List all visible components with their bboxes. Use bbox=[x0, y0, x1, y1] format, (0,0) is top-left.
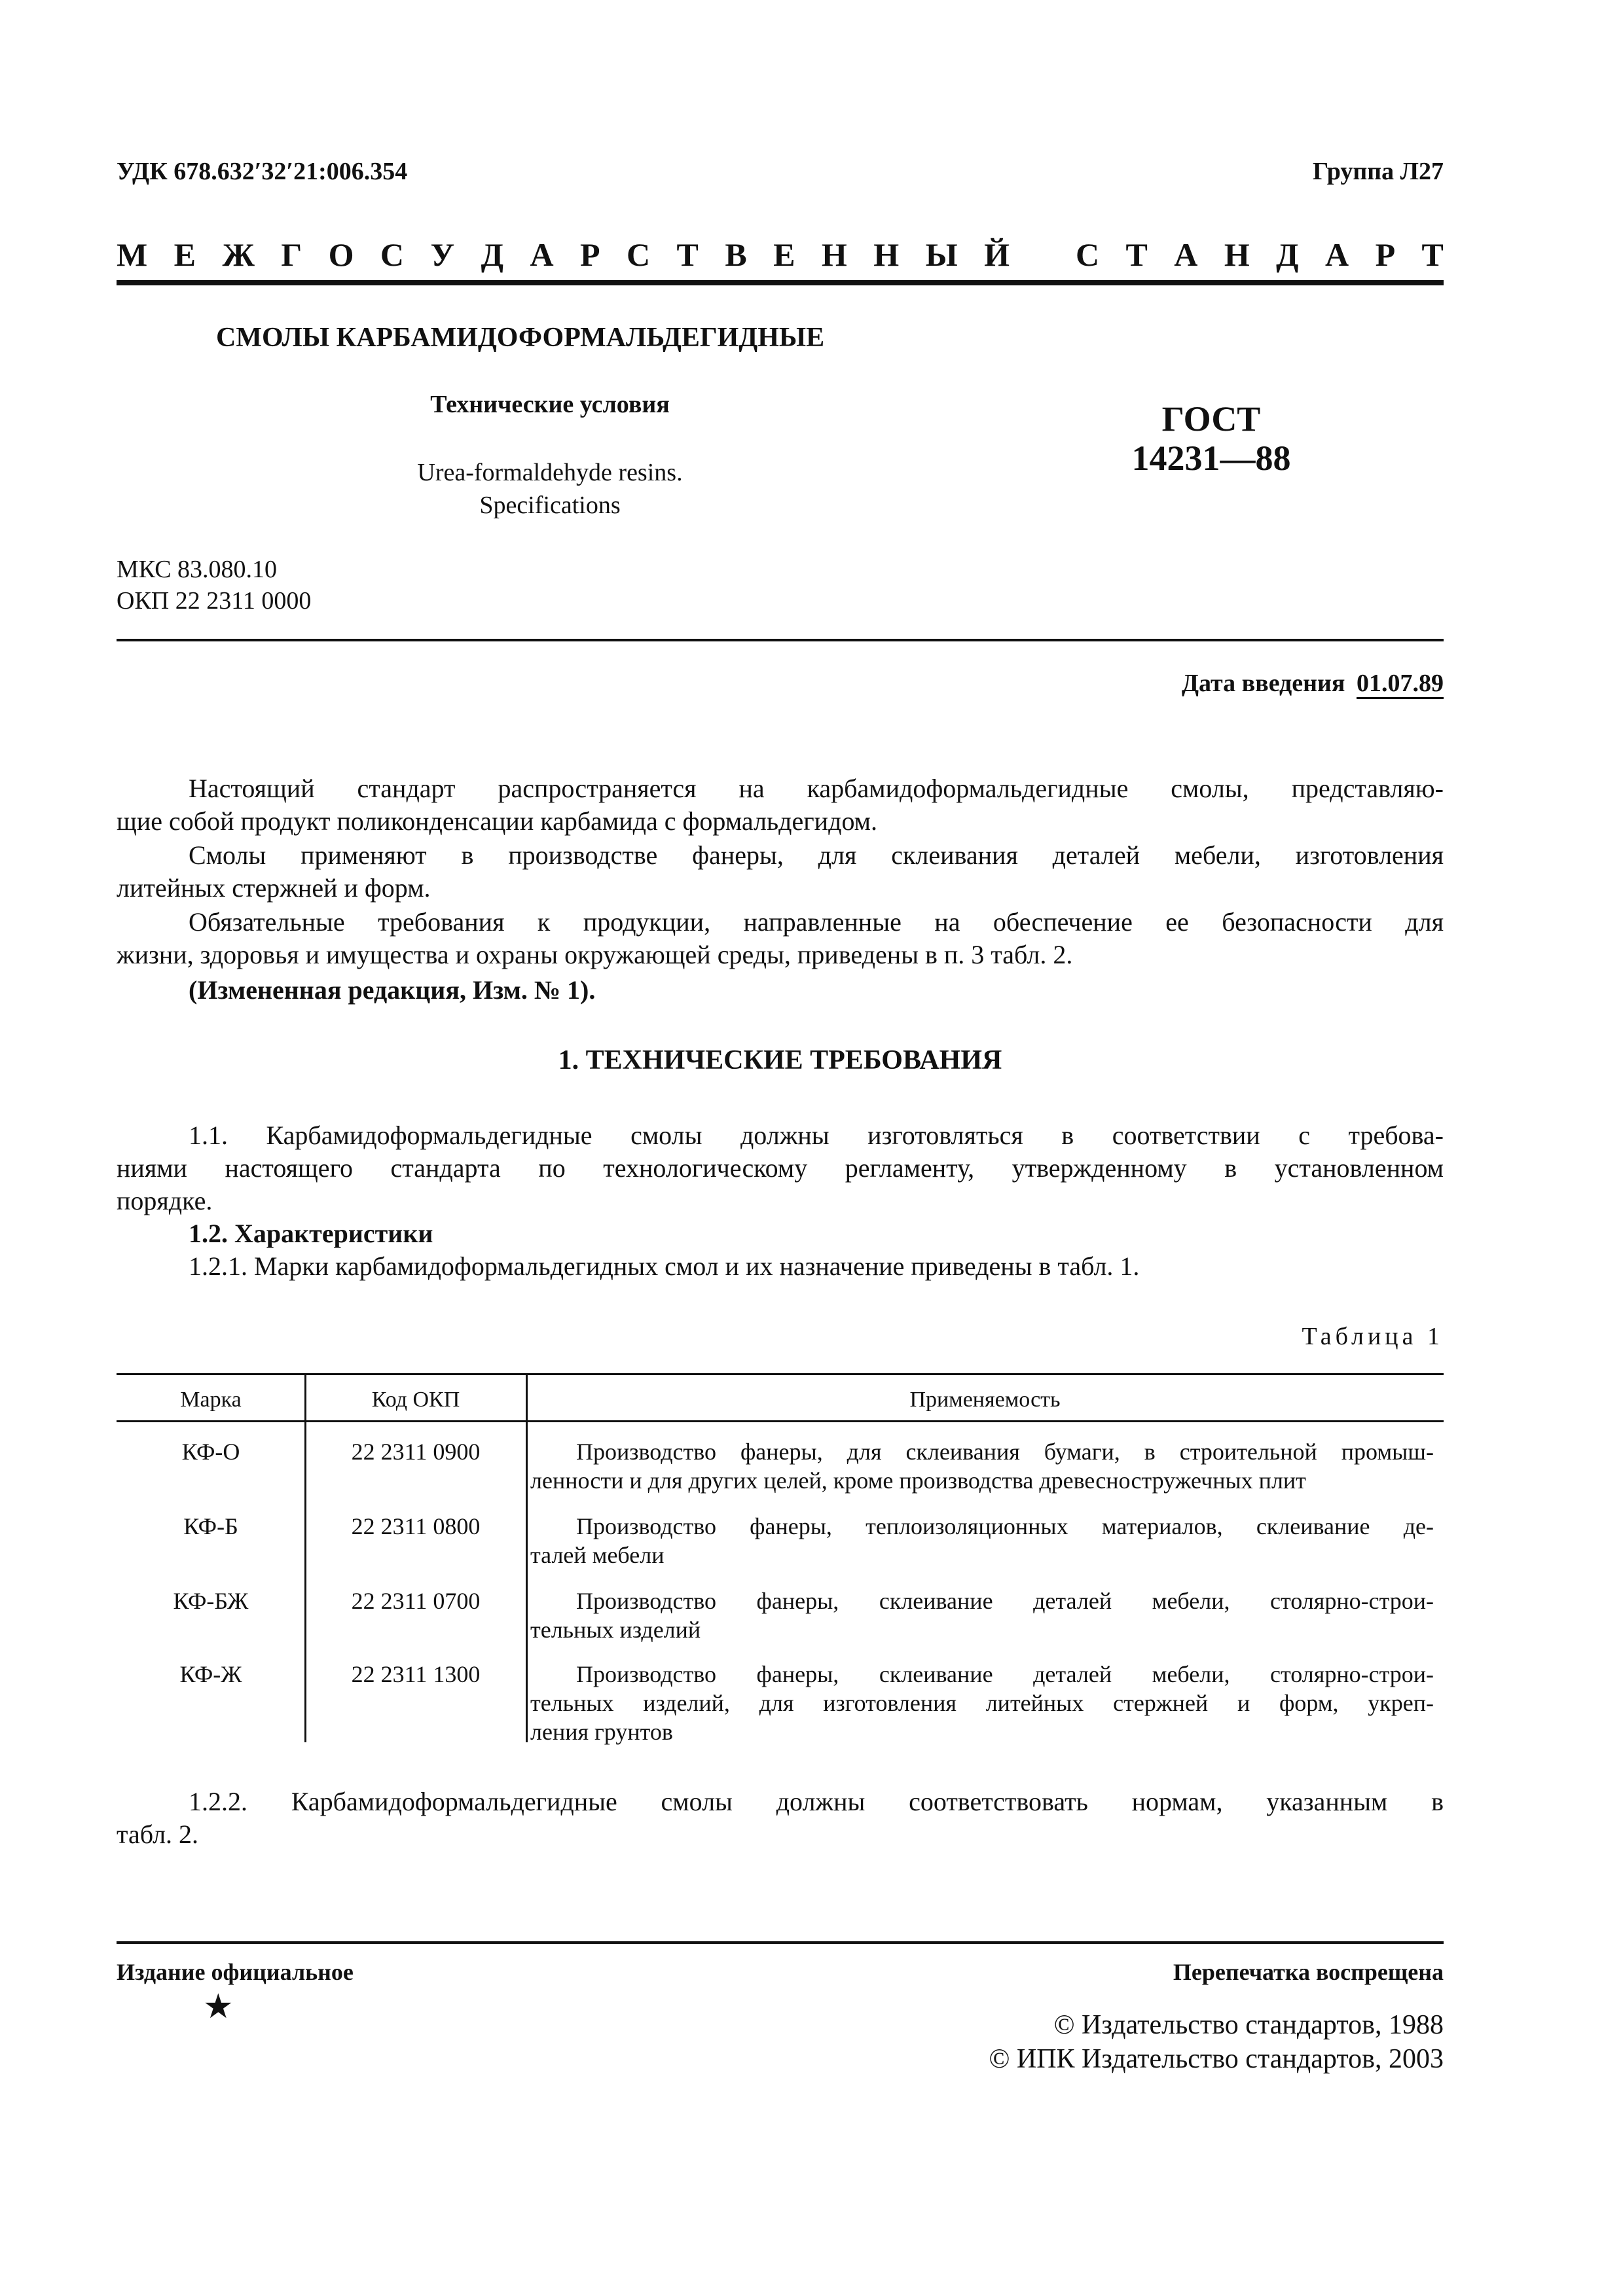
star-icon: ★ bbox=[203, 1988, 234, 2026]
banner-letter: Н bbox=[1224, 236, 1250, 273]
banner-letter: Н bbox=[821, 236, 847, 273]
intro-date-value: 01.07.89 bbox=[1357, 670, 1444, 699]
revision-note: (Измененная редакция, Изм. № 1). bbox=[189, 975, 596, 1005]
banner-letter: Н bbox=[873, 236, 900, 273]
copyright-1988: © Издательство стандартов, 1988 bbox=[1053, 2010, 1444, 2040]
table-row-applicability: Производство фанеры, для склеивания бумаги, в строительной промыш- bbox=[576, 1439, 1434, 1465]
table-row-code: 22 2311 0900 bbox=[351, 1439, 481, 1465]
banner-letter: Ж bbox=[222, 236, 255, 273]
column-header-code: Код ОКП bbox=[371, 1388, 460, 1412]
standard-subtitle: Технические условия bbox=[430, 391, 670, 418]
table-header-rule bbox=[117, 1420, 1444, 1422]
table-row-applicability: талей мебели bbox=[530, 1542, 665, 1568]
group-code: Группа Л27 bbox=[1312, 158, 1444, 185]
table-row-applicability: Производство фанеры, теплоизоляционных материалов, склеивание де- bbox=[576, 1513, 1434, 1539]
banner-letter: Т bbox=[676, 236, 699, 273]
okp-code: ОКП 22 2311 0000 bbox=[117, 587, 312, 615]
english-title-line1: Urea-formaldehyde resins. bbox=[417, 459, 683, 486]
banner-letter: С bbox=[626, 236, 651, 273]
table-row-applicability: ления грунтов bbox=[530, 1719, 673, 1745]
reprint-notice: Перепечатка воспрещена bbox=[1173, 1959, 1444, 1985]
table-row-code: 22 2311 0800 bbox=[351, 1513, 481, 1539]
copyright-2003: © ИПК Издательство стандартов, 2003 bbox=[989, 2044, 1444, 2074]
banner-letter: Д bbox=[1276, 236, 1299, 273]
table-top-rule bbox=[117, 1373, 1444, 1375]
banner-letter: С bbox=[380, 236, 405, 273]
table-row-applicability: Производство фанеры, склеивание деталей мебели, столярно-строи- bbox=[576, 1588, 1434, 1614]
udk-code: УДК 678.632′32′21:006.354 bbox=[117, 158, 408, 185]
banner-letter: М bbox=[117, 236, 148, 273]
section-heading: 1. ТЕХНИЧЕСКИЕ ТРЕБОВАНИЯ bbox=[558, 1045, 1002, 1075]
banner-letter: В bbox=[725, 236, 747, 273]
clause-1-1-line1: 1.1. Карбамидоформальдегидные смолы должны изготовляться в соответствии с требова- bbox=[189, 1121, 1444, 1150]
banner-letter: Е bbox=[173, 236, 196, 273]
clause-1-2: 1.2. Характеристики bbox=[189, 1219, 433, 1248]
banner-letter: А bbox=[1325, 236, 1349, 273]
standard-title: СМОЛЫ КАРБАМИДОФОРМАЛЬДЕГИДНЫЕ bbox=[216, 323, 825, 353]
column-header-applicability: Применяемость bbox=[909, 1388, 1061, 1412]
preamble-p3-line2: жизни, здоровья и имущества и охраны окружающей среды, приведены в п. 3 табл. 2. bbox=[117, 940, 1073, 969]
clause-1-2-2-line1: 1.2.2. Карбамидоформальдегидные смолы должны соответствовать нормам, указанным в bbox=[189, 1787, 1444, 1816]
column-header-mark: Марка bbox=[180, 1388, 242, 1412]
clause-1-1-line2: ниями настоящего стандарта по технологическому регламенту, утвержденному в установленном bbox=[117, 1153, 1444, 1183]
banner-rule bbox=[117, 280, 1444, 285]
table-row-applicability: тельных изделий bbox=[530, 1617, 701, 1643]
banner-letter: О bbox=[328, 236, 354, 273]
preamble-p2-line1: Смолы применяют в производстве фанеры, для склеивания деталей мебели, изготовления bbox=[189, 840, 1444, 870]
banner-letter: Г bbox=[281, 236, 302, 273]
table-row-code: 22 2311 1300 bbox=[351, 1661, 481, 1687]
banner-letter: Р bbox=[1375, 236, 1396, 273]
mks-code: МКС 83.080.10 bbox=[117, 556, 278, 583]
table-row-mark: КФ-О bbox=[181, 1439, 240, 1465]
banner-letter: А bbox=[1174, 236, 1198, 273]
banner-gap bbox=[1036, 236, 1049, 274]
table-row-code: 22 2311 0700 bbox=[351, 1588, 481, 1614]
banner-letter: Е bbox=[773, 236, 795, 273]
table-row-mark: КФ-Б bbox=[183, 1513, 238, 1539]
table-row-mark: КФ-Ж bbox=[179, 1661, 242, 1687]
intro-date bbox=[1182, 669, 1444, 698]
table-row-applicability: ленности и для других целей, кроме производства древесностружечных плит bbox=[530, 1467, 1306, 1494]
english-title-line2: Specifications bbox=[479, 492, 621, 519]
standard-banner bbox=[117, 236, 1444, 275]
clause-1-2-1: 1.2.1. Марки карбамидоформальдегидных смол и их назначение приведены в табл. 1. bbox=[189, 1251, 1140, 1281]
clause-1-1-line3: порядке. bbox=[117, 1186, 213, 1215]
preamble-p2-line2: литейных стержней и форм. bbox=[117, 873, 431, 903]
table-row-mark: КФ-БЖ bbox=[173, 1588, 249, 1614]
clause-1-2-2-line2: табл. 2. bbox=[117, 1820, 199, 1849]
banner-letter: Й bbox=[984, 236, 1010, 273]
title-rule bbox=[117, 639, 1444, 641]
preamble-p3-line1: Обязательные требования к продукции, направленные на обеспечение ее безопасности для bbox=[189, 907, 1444, 937]
banner-letter: Т bbox=[1421, 236, 1444, 273]
banner-letter: Ы bbox=[925, 236, 958, 273]
footer-rule bbox=[117, 1941, 1444, 1944]
banner-letter: Т bbox=[1125, 236, 1148, 273]
gost-number: 14231—88 bbox=[1131, 439, 1291, 478]
intro-date-label: Дата введения bbox=[1181, 670, 1345, 697]
banner-letter: У bbox=[430, 236, 455, 273]
banner-letter: С bbox=[1075, 236, 1100, 273]
banner-letter: А bbox=[530, 236, 554, 273]
official-edition: Издание официальное bbox=[117, 1959, 354, 1985]
preamble-p1-line2: щие собой продукт поликонденсации карбамида с формальдегидом. bbox=[117, 806, 877, 836]
table-caption: Таблица 1 bbox=[1302, 1323, 1444, 1350]
banner-letter: Д bbox=[481, 236, 504, 273]
gost-label: ГОСТ bbox=[1161, 399, 1261, 439]
table-row-applicability: Производство фанеры, склеивание деталей мебели, столярно-строи- bbox=[576, 1661, 1434, 1687]
banner-letter: Р bbox=[580, 236, 600, 273]
table-row-applicability: тельных изделий, для изготовления литейных стержней и форм, укреп- bbox=[530, 1690, 1434, 1716]
preamble-p1-line1: Настоящий стандарт распространяется на карбамидоформальдегидные смолы, представляю- bbox=[189, 774, 1444, 803]
